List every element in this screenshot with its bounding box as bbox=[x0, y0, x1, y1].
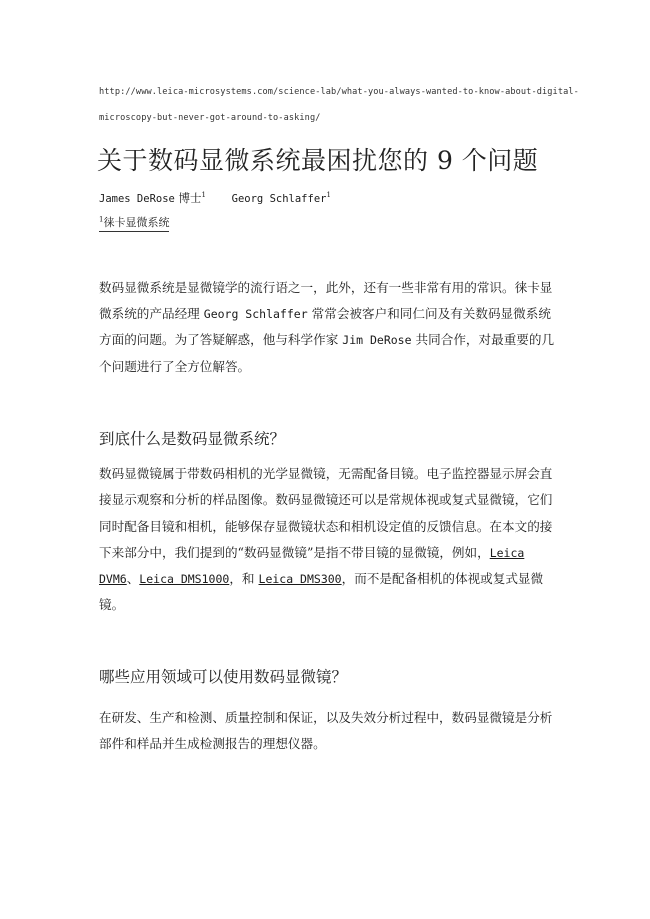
link-leica-dvm6[interactable]: Leica DVM6 bbox=[99, 545, 525, 587]
affiliation-name: 徕卡显微系统 bbox=[103, 216, 170, 229]
link-leica-dms300[interactable]: Leica DMS300 bbox=[258, 572, 342, 587]
section-1-text-2: ，而不是配备相机的体视或复式显微镜。 bbox=[99, 571, 544, 613]
intro-name-schlaffer: Georg Schlaffer bbox=[203, 306, 308, 321]
affiliation-mark: 1 bbox=[99, 215, 104, 224]
source-url-line-2[interactable]: microscopy-but-never-got-around-to-asking/ bbox=[99, 113, 321, 123]
author-2-affiliation-mark: 1 bbox=[326, 191, 331, 200]
intro-text-2: 常常会被客户和同仁问及有关数码显微系统方面的问题。为了答疑解惑，他与科学作家 bbox=[99, 305, 551, 347]
section-1-text-1: 数码显微镜属于带数码相机的光学显微镜，无需配备目镜。电子监控器显示屏会直接显示观察和分析的样品图像。数码显微镜还可以是常规体视或复式显微镜，它们同时配备目镜和相机，能够保存显微镜状态和相机设定值的反馈信息。在本文的接下来部分中，我们提到的“数码显微镜”是指不带目镜的显微镜，例如， bbox=[99, 466, 553, 560]
author-line bbox=[99, 190, 331, 206]
author-1-title: 博士 bbox=[178, 191, 202, 205]
source-url-line-1[interactable]: http://www.leica-microsystems.com/science-lab/what-you-always-wanted-to-know-about-digital- bbox=[99, 87, 579, 97]
author-2-name: Georg Schlaffer bbox=[231, 193, 327, 205]
intro-paragraph bbox=[99, 275, 559, 379]
article-title: 关于数码显微系统最困扰您的 9 个问题 bbox=[97, 146, 539, 175]
section-paragraph-applications: 在研发、生产和检测、质量控制和保证，以及失效分析过程中，数码显微镜是分析部件和样品并生成检测报告的理想仪器。 bbox=[99, 710, 553, 751]
section-heading-what-is: 到底什么是数码显微系统？ bbox=[99, 430, 286, 448]
affiliation-line bbox=[99, 214, 169, 232]
intro-name-derose: Jim DeRose bbox=[342, 333, 412, 347]
intro-text-1: 数码显微系统是显微镜学的流行语之一，此外，还有一些非常有用的常识。徕卡显微系统的产品经理 bbox=[99, 280, 553, 321]
section-heading-applications: 哪些应用领域可以使用数码显微镜？ bbox=[99, 668, 348, 686]
intro-text-3: 共同合作，对最重要的几个问题进行了全方位解答。 bbox=[99, 332, 555, 374]
author-1-affiliation-mark: 1 bbox=[201, 191, 206, 200]
separator-1: 、 bbox=[126, 571, 140, 587]
section-paragraph-what-is bbox=[99, 461, 559, 619]
author-1-name: James DeRose bbox=[99, 193, 175, 205]
separator-2: ，和 bbox=[229, 571, 259, 587]
link-leica-dms1000[interactable]: Leica DMS1000 bbox=[139, 572, 230, 587]
